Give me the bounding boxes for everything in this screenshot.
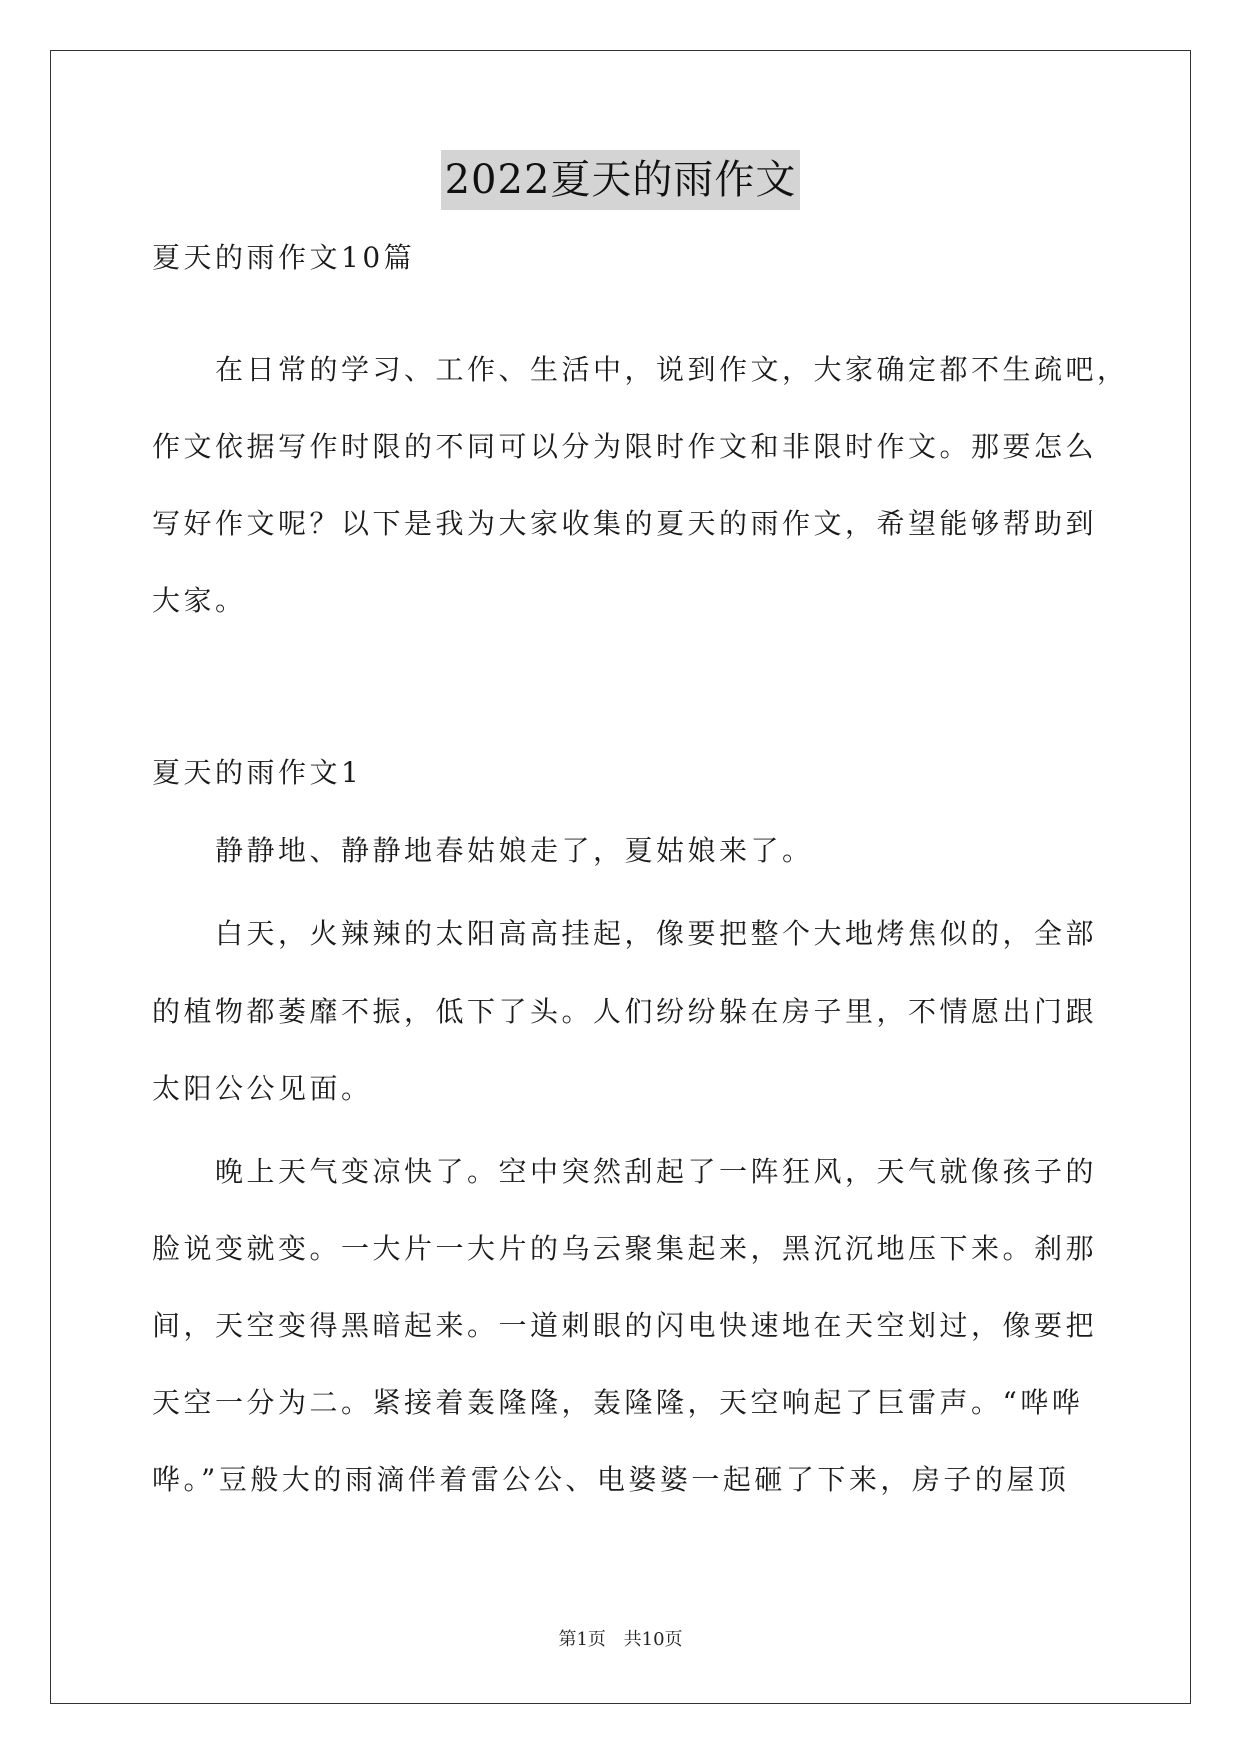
paragraph-2-line-3: 太阳公公见面。 [152, 1072, 373, 1105]
intro-line-2: 作文依据写作时限的不同可以分为限时作文和非限时作文。那要怎么 [152, 430, 1098, 463]
page-total: 共10页 [623, 1629, 683, 1650]
paragraph-3-line-4: 天空一分为二。紧接着轰隆隆，轰隆隆，天空响起了巨雷声。“哗哗 [152, 1386, 1084, 1419]
paragraph-3-line-5: 哗。”豆般大的雨滴伴着雷公公、电婆婆一起砸了下来，房子的屋顶 [152, 1463, 1070, 1496]
paragraph-2-line-1: 白天，火辣辣的太阳高高挂起，像要把整个大地烤焦似的，全部 [215, 917, 1098, 950]
intro-line-1: 在日常的学习、工作、生活中，说到作文，大家确定都不生疏吧， [215, 353, 1129, 386]
page-footer [0, 1628, 1241, 1652]
section-heading: 夏天的雨作文1 [152, 756, 363, 789]
intro-line-3: 写好作文呢？以下是我为大家收集的夏天的雨作文，希望能够帮助到 [152, 507, 1098, 540]
document-title: 2022夏天的雨作文 [441, 150, 801, 210]
paragraph-2-line-2: 的植物都萎靡不振，低下了头。人们纷纷躲在房子里，不情愿出门跟 [152, 995, 1098, 1028]
subtitle: 夏天的雨作文10篇 [152, 241, 416, 274]
page-border [50, 50, 1191, 1704]
title-container [0, 150, 1241, 210]
paragraph-3-line-2: 脸说变就变。一大片一大片的乌云聚集起来，黑沉沉地压下来。刹那 [152, 1232, 1098, 1265]
intro-line-4: 大家。 [152, 584, 247, 617]
paragraph-1-line-1: 静静地、静静地春姑娘走了，夏姑娘来了。 [215, 834, 814, 867]
paragraph-3-line-3: 间，天空变得黑暗起来。一道刺眼的闪电快速地在天空划过，像要把 [152, 1309, 1098, 1342]
page-number: 第1页 [558, 1629, 606, 1650]
paragraph-3-line-1: 晚上天气变凉快了。空中突然刮起了一阵狂风，天气就像孩子的 [215, 1155, 1098, 1188]
